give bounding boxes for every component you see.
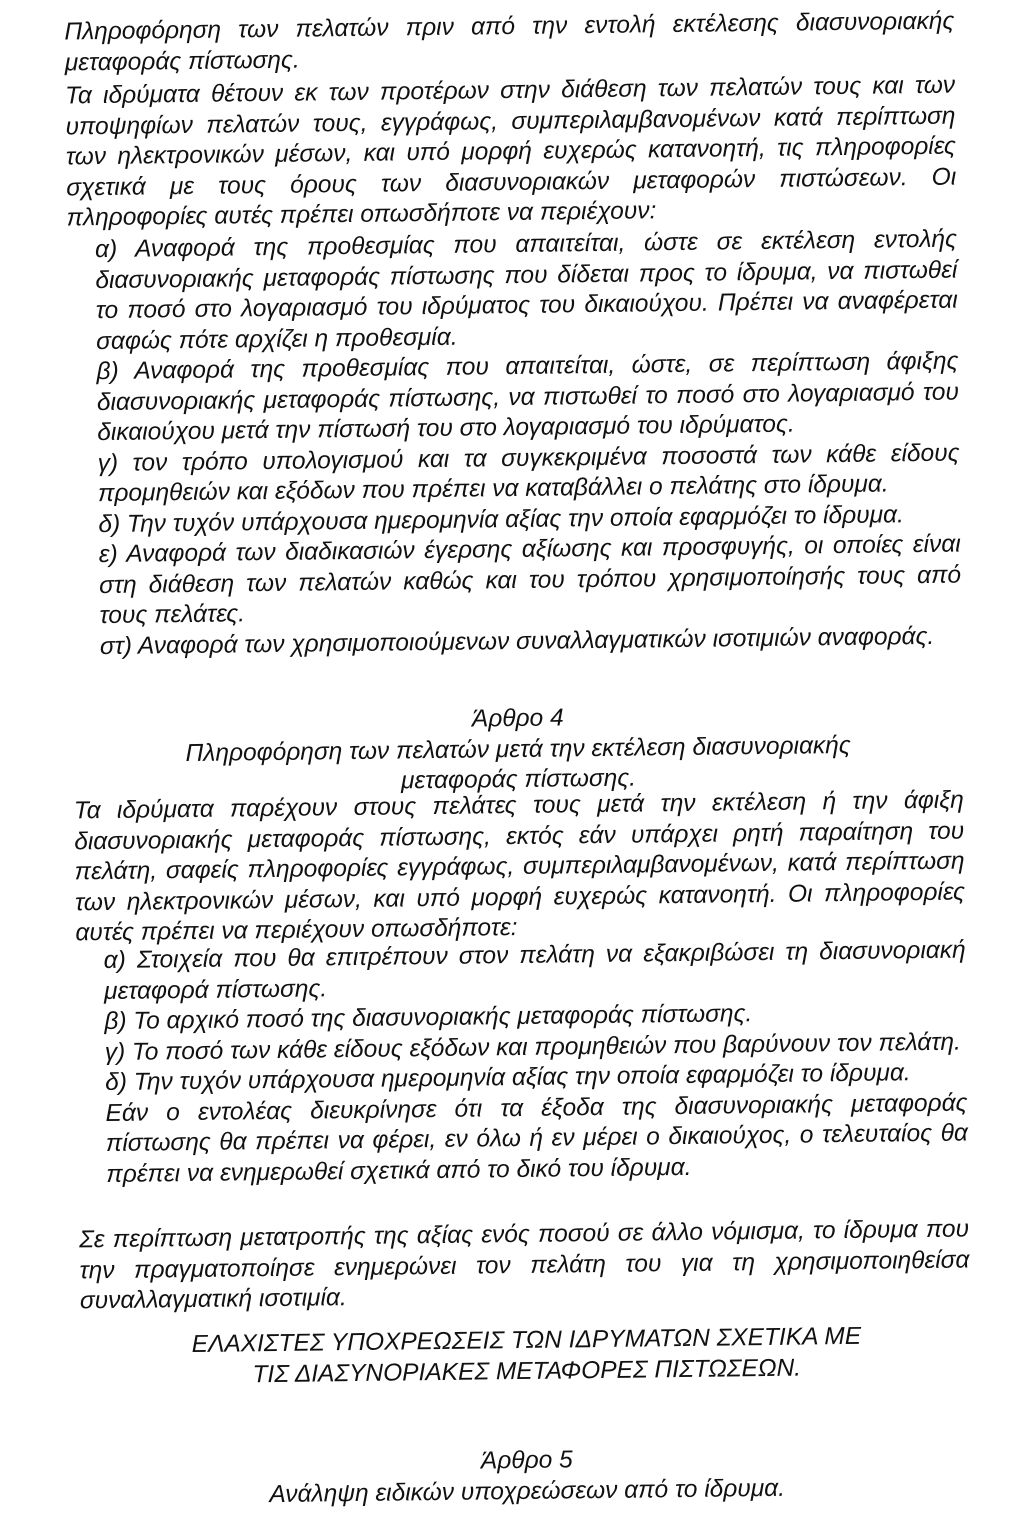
- article-5-title: Ανάληψη ειδικών υποχρεώσεων από το ίδρυμα.: [269, 1474, 786, 1508]
- intro-title: Πληροφόρηση των πελατών πριν από την εντολή εκτέλεσης διασυνοριακής μεταφοράς πίστωσης.: [64, 7, 955, 76]
- list-item: β) Το αρχικό ποσό της διασυνοριακής μεταφοράς πίστωσης.: [104, 1000, 753, 1036]
- list-item: δ) Την τυχόν υπάρχουσα ημερομηνία αξίας την οποία εφαρμόζει το ίδρυμα.: [105, 1059, 911, 1097]
- article-4-heading: Άρθρο 4: [471, 704, 564, 733]
- list-item: α) Στοιχεία που θα επιτρέπουν στον πελάτη να εξακριβώσει τη διασυνοριακή μεταφορά πίστωσης.: [103, 936, 966, 1005]
- list-item: Εάν ο εντολέας διευκρίνησε ότι τα έξοδα της διασυνοριακής μεταφοράς πίστωσης θα πρέπει να φέρει, εν όλω ή εν μέρει ο δικαιούχος, ο τελευταίος θα πρέπει να ενημερωθεί σχετικά από το δικό του ίδρυμα.: [105, 1089, 969, 1188]
- article-4-title-line2: μεταφοράς πίστωσης.: [400, 764, 637, 795]
- article-5-heading: Άρθρο 5: [480, 1446, 573, 1475]
- article-4-title-line1: Πληροφόρηση των πελατών μετά την εκτέλεση διασυνοριακής: [185, 731, 851, 767]
- article-4-list: [104, 936, 969, 1191]
- article-4-paragraph: Τα ιδρύματα παρέχουν στους πελάτες τους μετά την εκτέλεση ή την άφιξη διασυνοριακής μεταφοράς πίστωσης, εκτός εάν υπάρχει ρητή παραίτηση του πελάτη, σαφείς πληροφορίες εγγράφως, συμπεριλαμβανομένων, κατά περίπτωση των ηλεκτρονικών μέσων, και υπό μορφή ευχερώς κατανοητή. Οι πληροφορίες αυτές πρέπει να περιέχουν οπωσδήποτε:: [73, 786, 966, 947]
- article-5-header: [82, 1440, 973, 1512]
- list-item: γ) Το ποσό των κάθε είδους εξόδων και προμηθειών που βαρύνουν τον πελάτη.: [104, 1028, 962, 1066]
- intro-paragraph: Τα ιδρύματα θέτουν εκ των προτέρων στην διάθεση των πελατών τους και των υποψηφίων πελατών τους, εγγράφως, συμπεριλαμβανομένων κατά περίπτωση των ηλεκτρονικών μέσων, και υπό μορφή ευχερώς κατανοητή, τις πληροφορίες σχετικά με τους όρους των διασυνοριακών μεταφορών πιστώσεων. Οι πληροφορίες αυτές πρέπει οπωσδήποτε να περιέχουν:: [64, 71, 957, 232]
- list-item: γ) τον τρόπο υπολογισμού και τα συγκεκριμένα ποσοστά των κάθε είδους προμηθειών και εξόδων που πρέπει να καταβάλλει ο πελάτης στο ίδρυμα.: [97, 439, 960, 508]
- list-item: δ) Την τυχόν υπάρχουσα ημερομηνία αξίας την οποία εφαρμόζει το ίδρυμα.: [98, 500, 904, 538]
- list-item: ε) Αναφορά των διαδικασιών έγερσης αξίωσης και προσφυγής, οι οποίες είναι στη διάθεση των πελατών καθώς και του τρόπου χρησιμοποίησής τους από τους πελάτες.: [98, 530, 962, 630]
- section-title: [126, 1321, 927, 1392]
- article-4-header: [73, 699, 964, 801]
- article-4-closing-paragraph: Σε περίπτωση μετατροπής της αξίας ενός ποσού σε άλλο νόμισμα, το ίδρυμα που την πραγματοποίησε ενημερώνει τον πελάτη του για τη χρησιμοποιηθείσα συναλλαγματική ισοτιμία.: [78, 1215, 970, 1315]
- section-title-line1: ΕΛΑΧΙΣΤΕΣ ΥΠΟΧΡΕΩΣΕΙΣ ΤΩΝ ΙΔΡΥΜΑΤΩΝ ΣΧΕΤΙΚΑ ΜΕ: [191, 1322, 862, 1359]
- list-item: στ) Αναφορά των χρησιμοποιούμενων συναλλαγματικών ισοτιμιών αναφοράς.: [99, 622, 935, 660]
- list-item: α) Αναφορά της προθεσμίας που απαιτείται, ώστε σε εκτέλεση εντολής διασυνοριακής μεταφοράς πίστωσης που δίδεται προς το ίδρυμα, να πιστωθεί το ποσό στο λογαριασμό του ιδρύματος του δικαιούχου. Πρέπει να αναφέρεται σαφώς πότε αρχίζει η προθεσμία.: [94, 225, 958, 355]
- list-item: β) Αναφορά της προθεσμίας που απαιτείται, ώστε, σε περίπτωση άφιξης διασυνοριακής μεταφοράς πίστωσης, να πιστωθεί το ποσό στο λογαριασμό του δικαιούχου μετά την πίστωσή του στο λογαριασμό του ιδρύματος.: [96, 347, 959, 447]
- section-title-line2: ΤΙΣ ΔΙΑΣΥΝΟΡΙΑΚΕΣ ΜΕΤΑΦΟΡΕΣ ΠΙΣΤΩΣΕΩΝ.: [252, 1354, 802, 1388]
- intro-list: [95, 225, 962, 662]
